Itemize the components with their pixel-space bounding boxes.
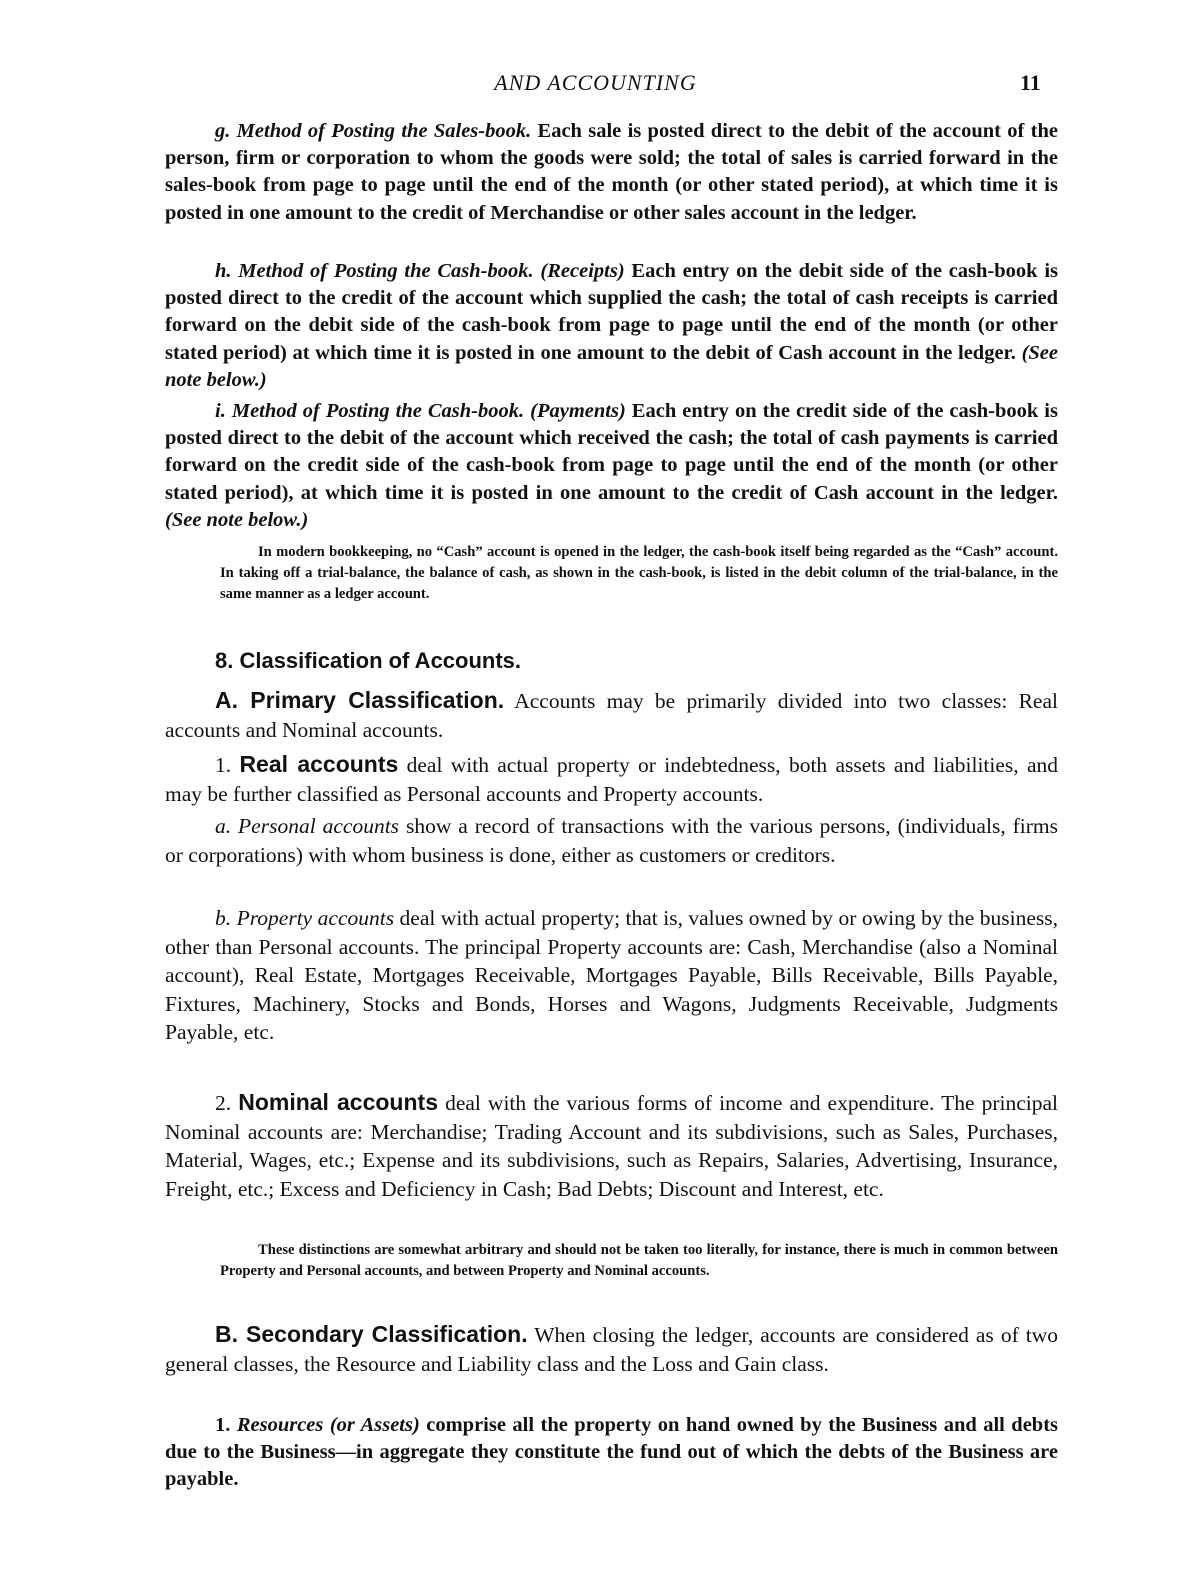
text-run: Each sale is posted direct to the debit of the account of the person, firm or corporation to whom the goods were sold; the total of sales is carried forward in the sales-book from page to page until the end of the month (or other stated period), at which time it is posted in one amount to the credit of Merchandise or other sales account in the ledger.: [165, 120, 1058, 224]
section-heading-classification: [165, 648, 1058, 674]
text-run: These distinctions are somewhat arbitrary and should not be taken too literally, for instance, there is much in common between Property and Personal accounts, and between Property and Nominal accounts.: [220, 1242, 1058, 1279]
text-run: Nominal accounts: [238, 1089, 438, 1115]
text-run: g. Method of Posting the Sales-book.: [215, 120, 532, 142]
text-run: comprise all the property on hand owned by the Business and all debts due to the Business—in aggregate they constitute the fund out of which the debts of the Business are payable.: [165, 1414, 1059, 1491]
para-b-secondary: [165, 1320, 1058, 1378]
note-distinctions: [220, 1240, 1058, 1282]
text-run: 2.: [215, 1091, 239, 1115]
text-run: Accounts may be primarily divided into two classes: Real accounts and Nominal accounts.: [165, 689, 1058, 742]
text-run: Each entry on the credit side of the cash-book is posted direct to the debit of the account which received the cash; the total of cash payments is carried forward on the credit side of the cash-book from page to page until the end of the month (or other stated period), at which time it is posted in one amount to the credit of Cash account in the ledger.: [165, 400, 1058, 504]
text-run: Each entry on the debit side of the cash-book is posted direct to the credit of the account which supplied the cash; the total of cash receipts is carried forward on the debit side of the cash-book from page to page until the end of the month (or other stated period) at which time it is posted in one amount to the debit of Cash account in the ledger.: [165, 260, 1058, 364]
page-number: 11: [1020, 70, 1041, 95]
text-run: A. Primary Classification.: [215, 687, 505, 713]
para-a-primary: [165, 686, 1058, 744]
text-run: In modern bookkeeping, no “Cash” account is opened in the ledger, the cash-book itself being regarded as the “Cash” account. In taking off a trial-balance, the balance of cash, as shown in the cash-book, is listed in the debit column of the trial-balance, in the same manner as a ledger account.: [220, 544, 1058, 602]
note-cash-account: [220, 542, 1058, 605]
text-run: When closing the ledger, accounts are considered as of two general classes, the Resource and Liability class and the Loss and Gain class.: [165, 1323, 1058, 1376]
para-h-cash-receipts: [165, 258, 1058, 394]
text-run: deal with actual property or indebtedness, both assets and liabilities, and may be further classified as Personal accounts and Property accounts.: [165, 753, 1059, 806]
para-2-nominal-accounts: [165, 1088, 1058, 1203]
text-run: deal with the various forms of income and expenditure. The principal Nominal accounts are: Merchandise; Trading Account and its subdivisions, such as Sales, Purchases, Material, Wages, etc.; Expense and its subdivisions, such as Repairs, Salaries, Advertising, Insurance, Freight, etc.; Excess and Deficiency in Cash; Bad Debts; Discount and Interest, etc.: [165, 1091, 1058, 1201]
text-run: (See note below.): [165, 508, 309, 531]
text-run: a. Personal accounts: [215, 814, 400, 838]
para-a-personal-accounts: [165, 812, 1058, 869]
para-g-sales-book: [165, 118, 1058, 227]
text-run: b. Property accounts: [215, 906, 395, 930]
text-run: 8. Classification of Accounts.: [215, 648, 522, 673]
text-run: i. Method of Posting the Cash-book. (Payments): [215, 400, 626, 422]
text-run: B. Secondary Classification.: [215, 1321, 528, 1347]
running-title: AND ACCOUNTING: [494, 70, 697, 95]
text-run: 1.: [215, 1414, 237, 1436]
text-run: (See note below.): [165, 341, 1058, 391]
para-b-property-accounts: [165, 904, 1058, 1047]
para-1-resources: [165, 1412, 1058, 1494]
text-run: Resources (or Assets): [236, 1414, 420, 1436]
text-run: show a record of transactions with the various persons, (individuals, firms or corporations) with whom business is done, either as customers or creditors.: [165, 814, 1058, 867]
text-run: 1.: [215, 753, 240, 777]
text-run: deal with actual property; that is, values owned by or owing by the business, other than Personal accounts. The principal Property accounts are: Cash, Merchandise (also a Nominal account), Real Estate, Mortgages Receivable, Mortgages Payable, Bills Receivable, Bills Payable, Fixtures, Machinery, Stocks and Bonds, Horses and Wagons, Judgments Receivable, Judgments Payable, etc.: [165, 906, 1058, 1045]
para-1-real-accounts: [165, 750, 1058, 808]
para-i-cash-payments: [165, 398, 1058, 534]
text-run: Real accounts: [239, 751, 399, 777]
text-run: h. Method of Posting the Cash-book. (Receipts): [215, 260, 625, 282]
